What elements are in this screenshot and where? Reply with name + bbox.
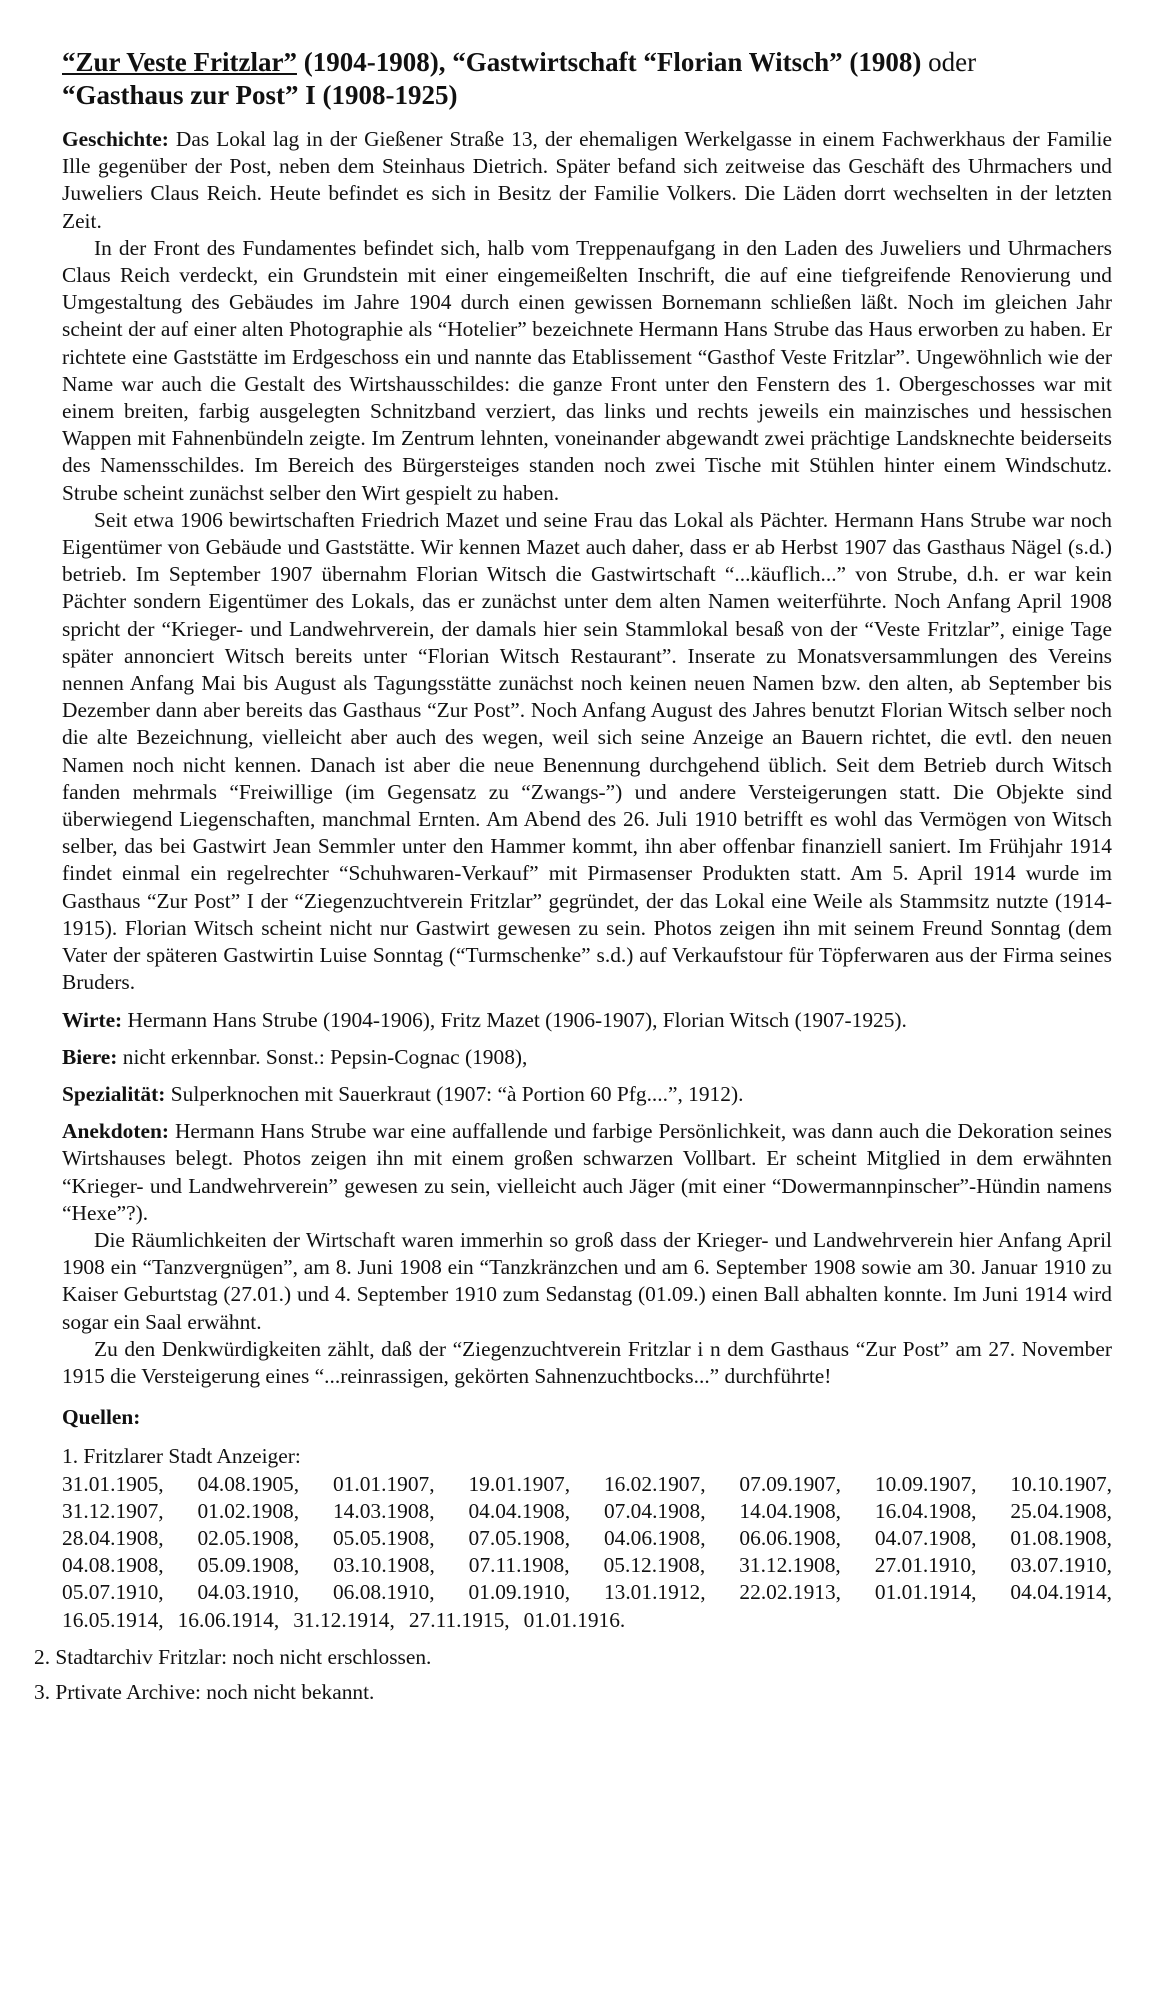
date-entry: 10.10.1907, (1010, 1471, 1112, 1496)
title-veste-fritzlar: “Zur Veste Fritzlar” (62, 47, 297, 77)
date-entry: 31.12.1907, (62, 1498, 164, 1523)
date-entry: 31.12.1914, (293, 1607, 395, 1632)
date-entry: 28.04.1908, (62, 1525, 164, 1550)
date-entry: 19.01.1907, (468, 1471, 571, 1496)
title-part2: (1904-1908), “Gastwirtschaft “Florian Witsch” (1908) (296, 47, 929, 77)
date-entry: 03.10.1908, (333, 1553, 435, 1578)
date-entry: 05.07.1910, (62, 1580, 164, 1605)
date-entry: 27.11.1915, (408, 1607, 510, 1632)
date-entry: 14.03.1908, (332, 1498, 435, 1523)
anekdoten-label: Anekdoten: (62, 1119, 169, 1144)
date-entry: 13.01.1912, (603, 1580, 706, 1605)
spezialitaet-label: Spezialität: (62, 1081, 166, 1106)
title-oder: oder (928, 47, 977, 77)
source-item-2: 2. Stadtarchiv Fritzlar: noch nicht erschlossen. (34, 1644, 432, 1669)
date-entry: 07.11.1908, (468, 1553, 570, 1578)
dates-row (62, 1525, 1112, 1552)
date-entry: 01.08.1908, (1010, 1525, 1112, 1550)
spezialitaet-text: Sulperknochen mit Sauerkraut (1907: “à Portion 60 Pfg....”, 1912). (165, 1081, 744, 1106)
date-entry: 04.03.1910, (197, 1580, 300, 1605)
date-entry: 16.02.1907, (603, 1471, 706, 1496)
source-item-1 (62, 1443, 1112, 1633)
date-entry: 04.04.1908, (468, 1498, 571, 1523)
document-page (34, 46, 1112, 1706)
date-entry: 22.02.1913, (739, 1580, 842, 1605)
geschichte-text-1: Das Lokal lag in der Gießener Straße 13, der ehemaligen Werkelgasse in einem Fachwerkhaus der Familie Ille gegenüber der Post, neben dem Steinhaus Dietrich. Später befand sich zeitweise das Geschäft des Uhrmachers und Juweliers Claus Reich. Heute befindet es sich in Besitz der Familie Volkers. Die Läden dorrt wechselten in der letzten Zeit. (62, 127, 1112, 233)
source-item-1-label: 1. Fritzlarer Stadt Anzeiger: (62, 1444, 301, 1469)
dates-row (62, 1471, 1112, 1498)
dates-row (62, 1498, 1112, 1525)
dates-row (62, 1607, 1112, 1634)
date-entry: 16.04.1908, (874, 1498, 977, 1523)
dates-row (62, 1552, 1112, 1579)
wirte-line (62, 1007, 1112, 1034)
date-entry: 02.05.1908, (197, 1525, 300, 1550)
anekdoten-text-1: Hermann Hans Strube war eine auffallende und farbige Persönlichkeit, was dann auch die Dekoration seines Wirtshauses belegt. Photos zeigen ihn mit einem großen schwarzen Vollbart. Er scheint Mitglied in dem erwähnten “Krieger- und Landwehrverein” gewesen zu sein, vielleicht auch Jäger (mit einer “Dowermannpinscher”-Hündin namens “Hexe”?). (62, 1119, 1112, 1225)
date-entry: 05.05.1908, (332, 1525, 435, 1550)
date-entry: 07.09.1907, (739, 1471, 842, 1496)
date-entry: 04.04.1914, (1010, 1580, 1112, 1605)
date-entry: 14.04.1908, (739, 1498, 842, 1523)
document-title (62, 46, 1112, 112)
wirte-text: Hermann Hans Strube (1904-1906), Fritz Mazet (1906-1907), Florian Witsch (1907-1925). (122, 1007, 907, 1032)
geschichte-paragraph-3: Seit etwa 1906 bewirtschaften Friedrich Mazet und seine Frau das Lokal als Pächter. Hermann Hans Strube war noch Eigentümer von Gebäude und Gaststätte. Wir kennen Mazet auch daher, dass er ab Herbst 1907 das Gasthaus Nägel (s.d.) betrieb. Im September 1907 übernahm Florian Witsch die Gastwirtschaft “...käuflich...” von Strube, d.h. er war kein Pächter sondern Eigentümer des Lokals, das er zunächst unter dem alten Namen weiterführte. Noch Anfang April 1908 spricht der “Krieger- und Landwehrverein, der damals hier sein Stammlokal besaß von der “Veste Fritzlar”, einige Tage später annonciert Witsch bereits unter “Florian Witsch Restaurant”. Inserate zu Monatsversammlungen des Vereins nennen Anfang Mai bis August als Tagungsstätte zunächst noch keinen neuen Namen bzw. den alten, ab September bis Dezember dann aber bereits das Gasthaus “Zur Post”. Noch Anfang August des Jahres benutzt Florian Witsch selber noch die alte Bezeichnung, vielleicht aber auch des wegen, weil sich seine Anzeige an Bauern richtet, die evtl. den neuen Namen noch nicht kennen. Danach ist aber die neue Benennung durchgehend üblich. Seit dem Betrieb durch Witsch fanden mehrmals “Freiwillige (im Gegensatz zu “Zwangs-”) und andere Versteigerungen statt. Die Objekte sind überwiegend Liegenschaften, manchmal Ernten. Am Abend des 26. Juli 1910 betrifft es wohl das Vermögen von Witsch selber, das bei Gastwirt Jean Semmler unter den Hammer kommt, ihn aber offenbar finanziell saniert. Im Frühjahr 1914 findet einmal ein regelrechter “Schuhwaren-Verkauf” mit Pirmasenser Produkten statt. Am 5. April 1914 wurde im Gasthaus “Zur Post” I der “Ziegenzuchtverein Fritzlar” gegründet, der das Lokal eine Weile als Stammsitz nutzte (1914-1915). Florian Witsch scheint nicht nur Gastwirt gewesen zu sein. Photos zeigen ihn mit seinem Freund Sonntag (dem Vater der späteren Gastwirtin Luise Sonntag (“Turmschenke” s.d.) auf Verkaufstour für Töpferwaren aus der Firma seines Bruders. (62, 507, 1112, 995)
date-entry: 01.01.1916. (523, 1607, 626, 1632)
geschichte-paragraph-1 (62, 126, 1112, 235)
date-entry: 04.06.1908, (603, 1525, 706, 1550)
date-entry: 16.06.1914, (177, 1607, 280, 1632)
source-dates (62, 1471, 1112, 1634)
date-entry: 05.09.1908, (197, 1553, 300, 1578)
source-item-3: 3. Prtivate Archive: noch nicht bekannt. (34, 1679, 375, 1704)
biere-line (62, 1044, 1112, 1071)
date-entry: 04.08.1905, (197, 1471, 300, 1496)
dates-row (62, 1579, 1112, 1606)
date-entry: 04.07.1908, (874, 1525, 977, 1550)
date-entry: 31.12.1908, (739, 1553, 841, 1578)
date-entry: 01.09.1910, (468, 1580, 571, 1605)
anekdoten-paragraph-3: Zu den Denkwürdigkeiten zählt, daß der “Ziegenzuchtverein Fritzlar i n dem Gasthaus “Zur Post” am 27. November 1915 die Versteigerung eines “...reinrassigen, gekörten Sahnenzuchtbocks...” durchführte! (62, 1336, 1112, 1388)
date-entry: 27.01.1910, (874, 1553, 977, 1578)
date-entry: 25.04.1908, (1010, 1498, 1112, 1523)
wirte-label: Wirte: (62, 1007, 123, 1032)
date-entry: 01.02.1908, (197, 1498, 300, 1523)
date-entry: 01.01.1907, (332, 1471, 435, 1496)
date-entry: 04.08.1908, (62, 1553, 164, 1578)
date-entry: 05.12.1908, (603, 1553, 706, 1578)
date-entry: 01.01.1914, (874, 1580, 977, 1605)
anekdoten-paragraph-2: Die Räumlichkeiten der Wirtschaft waren immerhin so groß dass der Krieger- und Landwehrverein hier Anfang April 1908 ein “Tanzvergnügen”, am 8. Juni 1908 ein “Tanzkränzchen und am 6. September 1908 sowie am 30. Januar 1910 zu Kaiser Geburtstag (27.01.) und 4. September 1910 zum Sedanstag (01.09.) einen Ball abhalten konnte. Im Juni 1914 wird sogar ein Saal erwähnt. (62, 1227, 1112, 1334)
date-entry: 07.04.1908, (603, 1498, 706, 1523)
biere-label: Biere: (62, 1044, 118, 1069)
geschichte-label: Geschichte: (62, 127, 169, 151)
date-entry: 31.01.1905, (62, 1471, 164, 1496)
anekdoten-paragraph-1 (62, 1118, 1112, 1227)
quellen-heading: Quellen: (62, 1405, 141, 1430)
date-entry: 06.08.1910, (332, 1580, 435, 1605)
date-entry: 07.05.1908, (468, 1525, 571, 1550)
date-entry: 03.07.1910, (1010, 1553, 1112, 1578)
date-entry: 10.09.1907, (874, 1471, 977, 1496)
date-entry: 06.06.1908, (739, 1525, 842, 1550)
biere-text: nicht erkennbar. Sonst.: Pepsin-Cognac (1908), (117, 1044, 528, 1069)
date-entry: 16.05.1914, (62, 1607, 164, 1632)
title-line2: “Gasthaus zur Post” I (1908-1925) (62, 80, 458, 110)
geschichte-paragraph-2: In der Front des Fundamentes befindet sich, halb vom Treppenaufgang in den Laden des Juweliers und Uhrmachers Claus Reich verdeckt, ein Grundstein mit einer eingemeißelten Inschrift, die auf eine tiefgreifende Renovierung und Umgestaltung des Gebäudes im Jahre 1904 durch einen gewissen Bornemann schließen läßt. Noch im gleichen Jahr scheint der auf einer alten Photographie als “Hotelier” bezeichnete Hermann Hans Strube das Haus erworben zu haben. Er richtete eine Gaststätte im Erdgeschoss ein und nannte das Etablissement “Gasthof Veste Fritzlar”. Ungewöhnlich wie der Name war auch die Gestalt des Wirtshausschildes: die ganze Front unter den Fenstern des 1. Obergeschosses war mit einem breiten, farbig ausgelegten Schnitzband verziert, das links und rechts jeweils ein mainzisches und hessischen Wappen mit Fahnenbündeln zeigte. Im Zentrum lehnten, voneinander abgewandt zwei prächtige Landsknechte beiderseits des Namensschildes. Im Bereich des Bürgersteiges standen noch zwei Tische mit Stühlen hinter einem Windschutz. Strube scheint zunächst selber den Wirt gespielt zu haben. (62, 235, 1112, 505)
spezialitaet-line (62, 1081, 1112, 1108)
